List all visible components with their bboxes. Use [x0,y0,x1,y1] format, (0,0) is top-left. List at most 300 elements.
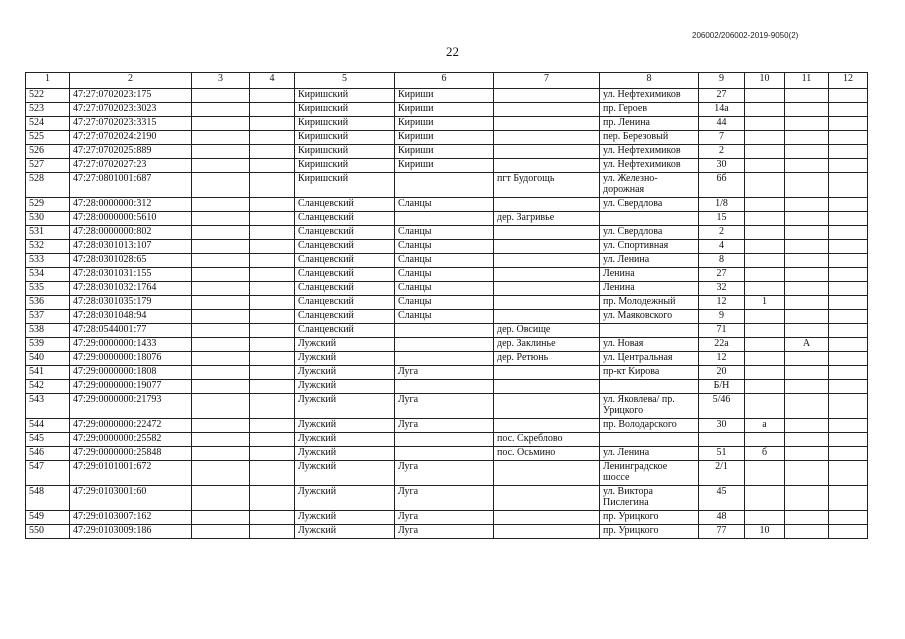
table-cell: 47:29:0000000:1433 [70,338,192,352]
table-cell: 47:28:0301013:107 [70,240,192,254]
table-cell: 522 [26,89,70,103]
table-cell [192,352,250,366]
table-cell [745,366,785,380]
table-cell [745,212,785,226]
table-cell: 47:29:0000000:25582 [70,433,192,447]
table-cell [494,145,600,159]
table-cell [250,198,295,212]
table-cell [494,310,600,324]
document-reference: 206002/206002-2019-9050(2) [692,31,799,40]
table-cell: Лужский [295,447,395,461]
table-cell: 45 [699,486,745,511]
table-cell: 4 [699,240,745,254]
column-header: 10 [745,73,785,89]
table-cell [785,240,829,254]
table-cell: Сланцы [395,254,494,268]
table-cell: Ленинградское шоссе [600,461,699,486]
table-cell: Луга [395,394,494,419]
table-row [26,103,868,117]
table-cell: ул. Нефтехимиков [600,145,699,159]
table-cell: Лужский [295,433,395,447]
table-cell [829,511,868,525]
table-cell [250,419,295,433]
table-cell: 2/1 [699,461,745,486]
table-cell: 549 [26,511,70,525]
table-cell [785,310,829,324]
table-cell [829,394,868,419]
table-cell [745,103,785,117]
table-cell [192,131,250,145]
table-cell [785,433,829,447]
table-cell [192,433,250,447]
table-cell: 48 [699,511,745,525]
table-cell: ул. Центральная [600,352,699,366]
table-body [26,73,868,539]
registry-table [25,72,868,539]
table-cell: пер. Березовый [600,131,699,145]
table-cell: Сланцевский [295,226,395,240]
table-cell [192,419,250,433]
table-cell [745,461,785,486]
table-cell: б [745,447,785,461]
table-cell [785,117,829,131]
table-cell [192,366,250,380]
table-cell [192,159,250,173]
table-cell [829,433,868,447]
table-cell: Сланцы [395,268,494,282]
table-cell: 8 [699,254,745,268]
table-cell [250,461,295,486]
table-cell [192,198,250,212]
table-cell: а [745,419,785,433]
table-cell [699,433,745,447]
table-cell: 523 [26,103,70,117]
table-cell [250,486,295,511]
table-cell [192,511,250,525]
table-cell [494,366,600,380]
table-cell [192,525,250,539]
table-cell [829,268,868,282]
table-cell: Сланцевский [295,198,395,212]
table-cell: 7 [699,131,745,145]
table-cell [785,159,829,173]
table-cell [494,117,600,131]
table-cell [494,525,600,539]
table-cell: 2 [699,226,745,240]
table-cell [785,103,829,117]
table-cell [785,212,829,226]
table-cell: 47:29:0000000:19077 [70,380,192,394]
table-cell [829,380,868,394]
table-cell [192,296,250,310]
table-cell [745,394,785,419]
table-cell: Киришский [295,103,395,117]
table-cell: Луга [395,419,494,433]
table-cell: 530 [26,212,70,226]
table-cell: пр-кт Кирова [600,366,699,380]
table-cell: ул. Новая [600,338,699,352]
table-cell [745,145,785,159]
table-cell: 5/46 [699,394,745,419]
table-cell: пр. Володарского [600,419,699,433]
table-cell: ул. Маяковского [600,310,699,324]
table-cell [829,240,868,254]
table-cell: 540 [26,352,70,366]
table-cell: ул. Ленина [600,254,699,268]
table-cell [829,338,868,352]
table-cell [250,525,295,539]
table-cell [250,433,295,447]
table-cell: ул. Нефтехимиков [600,159,699,173]
table-cell [250,268,295,282]
table-cell: 526 [26,145,70,159]
table-cell [192,89,250,103]
table-cell: Лужский [295,352,395,366]
table-cell [494,419,600,433]
table-cell: дер. Овсище [494,324,600,338]
table-cell: 533 [26,254,70,268]
table-cell: А [785,338,829,352]
table-row [26,254,868,268]
table-row [26,419,868,433]
table-cell [785,89,829,103]
table-cell: Кириши [395,159,494,173]
table-cell: 27 [699,89,745,103]
table-cell [829,324,868,338]
table-row [26,433,868,447]
table-cell [829,145,868,159]
table-cell: 47:29:0103009:186 [70,525,192,539]
table-cell: Сланцевский [295,254,395,268]
table-cell: 47:27:0702023:175 [70,89,192,103]
table-cell [829,366,868,380]
table-cell: 47:29:0000000:25848 [70,447,192,461]
table-cell [600,433,699,447]
table-cell: 47:29:0000000:21793 [70,394,192,419]
table-cell: Киришский [295,117,395,131]
table-cell [494,461,600,486]
column-header: 1 [26,73,70,89]
table-cell: 538 [26,324,70,338]
table-cell [785,198,829,212]
table-cell [192,282,250,296]
table-cell: 47:28:0301035:179 [70,296,192,310]
table-cell: Лужский [295,338,395,352]
table-cell: ул. Железно-дорожная [600,173,699,198]
table-cell [829,117,868,131]
table-cell [250,226,295,240]
table-cell [250,173,295,198]
table-cell [250,117,295,131]
table-cell: Киришский [295,89,395,103]
table-cell: 539 [26,338,70,352]
table-row [26,145,868,159]
column-header: 5 [295,73,395,89]
table-cell: Лужский [295,486,395,511]
table-cell: 546 [26,447,70,461]
table-cell [745,131,785,145]
table-cell: 47:29:0103001:60 [70,486,192,511]
table-cell: 532 [26,240,70,254]
table-cell: Сланцевский [295,240,395,254]
table-cell: 12 [699,352,745,366]
table-cell [829,212,868,226]
table-cell: 47:29:0000000:22472 [70,419,192,433]
table-cell: 47:29:0000000:1808 [70,366,192,380]
table-cell: Кириши [395,103,494,117]
column-header: 7 [494,73,600,89]
table-row [26,338,868,352]
table-cell [785,131,829,145]
table-cell [494,103,600,117]
table-cell: 543 [26,394,70,419]
table-cell [494,486,600,511]
table-row [26,296,868,310]
table-cell: Луга [395,511,494,525]
table-cell [192,461,250,486]
table-cell: пос. Скреблово [494,433,600,447]
table-cell [192,173,250,198]
table-cell: Сланцевский [295,296,395,310]
table-cell: пос. Осьмино [494,447,600,461]
table-cell [494,380,600,394]
table-cell: Сланцевский [295,268,395,282]
table-row [26,282,868,296]
table-cell [785,380,829,394]
table-cell: Сланцевский [295,212,395,226]
table-row [26,159,868,173]
table-cell [494,198,600,212]
table-cell: 542 [26,380,70,394]
table-cell: пгт Будогощь [494,173,600,198]
table-cell [829,89,868,103]
table-cell: 47:27:0801001:687 [70,173,192,198]
table-cell: Киришский [295,159,395,173]
table-cell: 30 [699,159,745,173]
table-cell: 536 [26,296,70,310]
table-cell: 14а [699,103,745,117]
table-cell: Кириши [395,89,494,103]
table-cell: 47:29:0103007:162 [70,511,192,525]
table-cell [250,282,295,296]
table-row [26,324,868,338]
table-cell: 524 [26,117,70,131]
table-row [26,366,868,380]
table-cell: 15 [699,212,745,226]
table-cell: Лужский [295,419,395,433]
table-cell: 22а [699,338,745,352]
table-cell [395,324,494,338]
table-row [26,131,868,145]
table-cell: 47:27:0702027:23 [70,159,192,173]
table-cell: пр. Героев [600,103,699,117]
table-cell [829,447,868,461]
table-row [26,173,868,198]
table-cell [745,226,785,240]
table-cell [829,254,868,268]
table-row [26,212,868,226]
table-cell: 537 [26,310,70,324]
table-cell [785,173,829,198]
table-cell [395,447,494,461]
table-cell [192,380,250,394]
table-cell [395,338,494,352]
table-cell: Луга [395,525,494,539]
table-cell: ул. Нефтехимиков [600,89,699,103]
table-cell [192,254,250,268]
table-cell: 1/8 [699,198,745,212]
table-cell [745,198,785,212]
table-cell: 47:28:0301048:94 [70,310,192,324]
table-cell [600,380,699,394]
table-cell: пр. Молодежный [600,296,699,310]
table-cell [785,268,829,282]
table-cell: Сланцы [395,240,494,254]
table-cell [745,282,785,296]
table-cell: 10 [745,525,785,539]
table-cell [600,212,699,226]
table-cell [192,117,250,131]
table-cell: Сланцевский [295,324,395,338]
table-row [26,89,868,103]
table-cell [494,131,600,145]
table-cell [192,103,250,117]
table-cell [192,212,250,226]
table-row [26,511,868,525]
table-cell: 547 [26,461,70,486]
table-cell [829,310,868,324]
table-cell: пр. Ленина [600,117,699,131]
table-cell [785,394,829,419]
table-cell [250,447,295,461]
table-row [26,310,868,324]
table-cell [829,461,868,486]
table-cell: Сланцы [395,282,494,296]
table-cell: 47:28:0000000:5610 [70,212,192,226]
table-cell: Сланцевский [295,310,395,324]
table-cell: ул. Яковлева/ пр. Урицкого [600,394,699,419]
table-cell [829,198,868,212]
table-cell: Сланцы [395,198,494,212]
table-cell [192,240,250,254]
table-cell [829,103,868,117]
column-header: 3 [192,73,250,89]
table-cell [829,525,868,539]
table-cell [250,324,295,338]
table-cell [192,310,250,324]
table-cell: 77 [699,525,745,539]
table-cell: ул. Свердлова [600,226,699,240]
table-cell: Лужский [295,394,395,419]
table-cell [250,296,295,310]
table-cell [785,461,829,486]
column-header: 4 [250,73,295,89]
table-cell [395,433,494,447]
table-cell [745,310,785,324]
table-cell: 548 [26,486,70,511]
table-cell: пр. Урицкого [600,525,699,539]
table-cell [785,447,829,461]
table-cell [829,226,868,240]
table-row [26,268,868,282]
table-cell: Киришский [295,145,395,159]
table-cell: 527 [26,159,70,173]
table-cell [494,511,600,525]
table-cell [745,117,785,131]
column-header: 11 [785,73,829,89]
table-cell [745,352,785,366]
table-cell: Лужский [295,525,395,539]
table-cell [395,380,494,394]
table-cell: 47:29:0101001:672 [70,461,192,486]
table-row [26,394,868,419]
table-cell [745,486,785,511]
column-header: 9 [699,73,745,89]
table-cell [745,380,785,394]
table-cell [395,173,494,198]
table-cell: Сланцы [395,226,494,240]
table-cell [494,159,600,173]
table-cell [192,447,250,461]
table-cell: 30 [699,419,745,433]
table-cell: 544 [26,419,70,433]
table-cell [745,254,785,268]
table-header-row [26,73,868,89]
table-cell: ул. Ленина [600,447,699,461]
table-cell [785,226,829,240]
table-cell [192,145,250,159]
table-cell [395,212,494,226]
table-cell [395,352,494,366]
table-cell: Киришский [295,131,395,145]
table-cell: 47:27:0702023:3023 [70,103,192,117]
table-row [26,198,868,212]
column-header: 2 [70,73,192,89]
table-cell: Б/Н [699,380,745,394]
table-cell: 47:28:0544001:77 [70,324,192,338]
table-cell [785,419,829,433]
table-cell [785,486,829,511]
table-cell [250,352,295,366]
table-cell [192,338,250,352]
table-cell [785,145,829,159]
table-cell [745,324,785,338]
table-cell: Киришский [295,173,395,198]
table-cell [494,282,600,296]
table-cell [745,268,785,282]
table-cell: Ленина [600,268,699,282]
column-header: 6 [395,73,494,89]
table-cell: 12 [699,296,745,310]
table-cell [250,103,295,117]
table-cell [192,324,250,338]
column-header: 8 [600,73,699,89]
table-cell: 44 [699,117,745,131]
table-cell [785,324,829,338]
table-cell [192,268,250,282]
table-cell: 47:28:0000000:802 [70,226,192,240]
table-cell: 525 [26,131,70,145]
table-cell: 541 [26,366,70,380]
table-row [26,525,868,539]
table-cell [494,240,600,254]
table-cell [494,394,600,419]
table-cell [785,366,829,380]
table-cell: ул. Виктора Пислегина [600,486,699,511]
table-cell [829,486,868,511]
table-cell: пр. Урицкого [600,511,699,525]
table-cell [745,159,785,173]
